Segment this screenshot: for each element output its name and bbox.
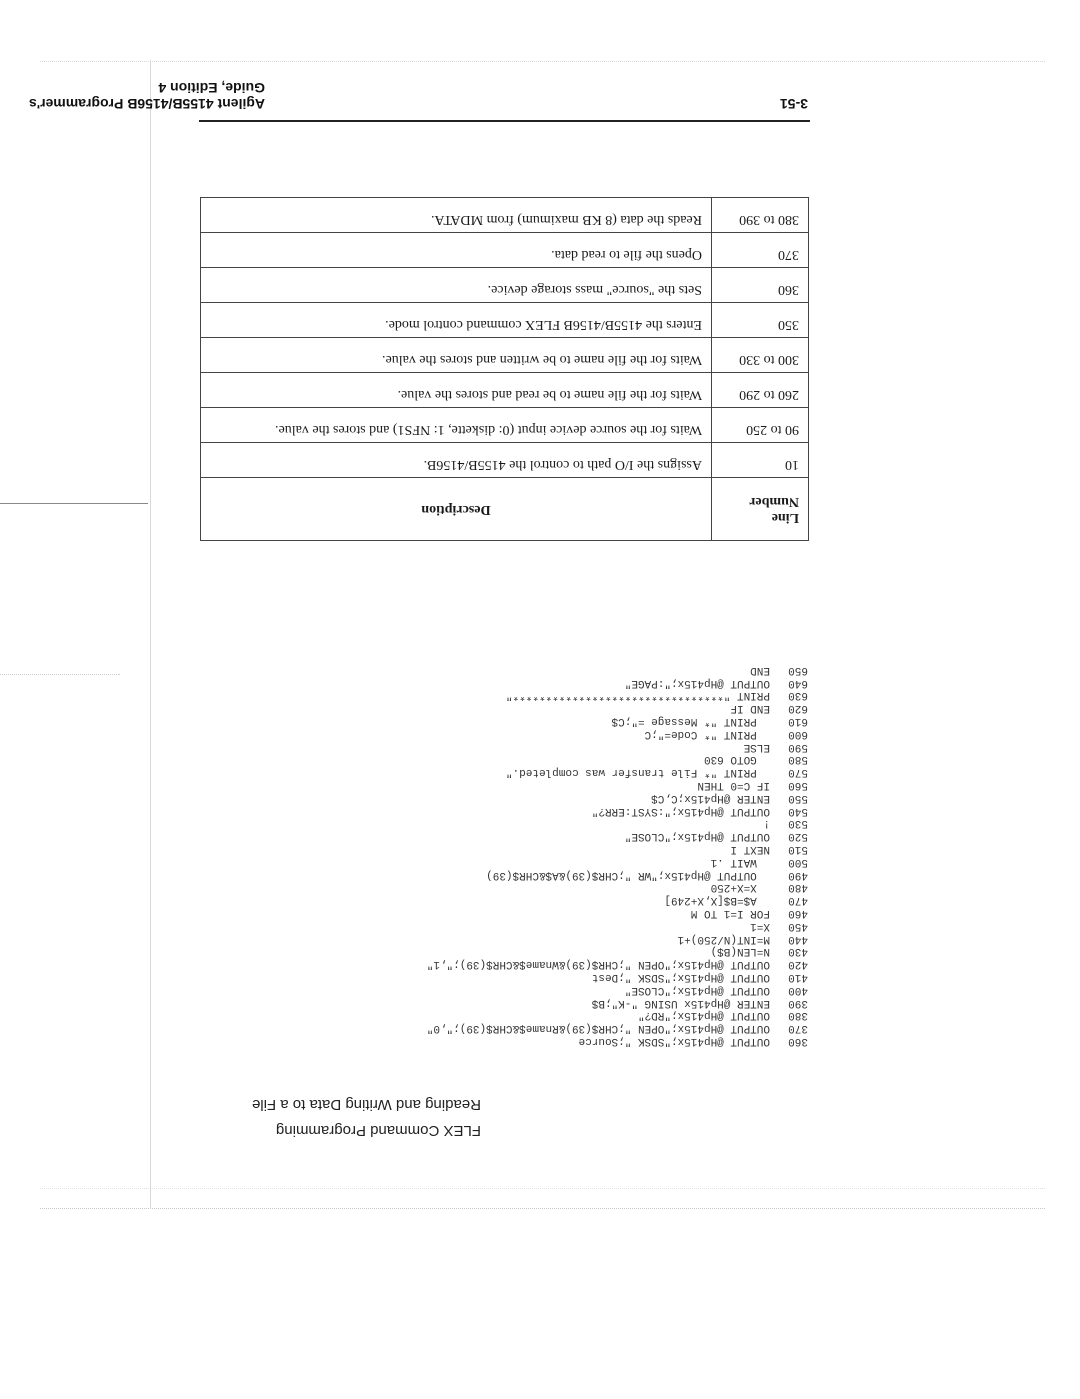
scan-edge xyxy=(40,1208,1045,1209)
line-number-cell: 380 to 390 xyxy=(712,198,809,233)
code-line xyxy=(427,765,808,778)
line-number-cell: 360 xyxy=(712,268,809,303)
code-line-number: 390 xyxy=(788,996,808,1009)
code-line-text: X=1 xyxy=(750,919,770,932)
code-line-number: 570 xyxy=(788,766,808,779)
code-line-text: GOTO 630 xyxy=(703,753,770,766)
code-line xyxy=(427,778,808,791)
code-line xyxy=(427,753,808,766)
line-number-cell: 370 xyxy=(712,233,809,268)
line-description-table xyxy=(200,197,809,541)
description-cell: Enters the 4155B/4156B FLEX command control mode. xyxy=(201,303,712,338)
page-number: 3-51 xyxy=(779,96,808,112)
code-line-text: END IF xyxy=(730,702,770,715)
code-line xyxy=(427,970,808,983)
code-line-text: M=INT(N/250)+1 xyxy=(677,932,770,945)
code-line-text: OUTPUT @Hp415x;"CLOSE" xyxy=(624,830,770,843)
code-line-text: ENTER @Hp415x USING "-K";B$ xyxy=(591,996,770,1009)
table-row xyxy=(201,373,809,408)
code-line-text: END xyxy=(750,663,770,676)
margin-mark xyxy=(0,674,120,675)
code-line-number: 600 xyxy=(788,727,808,740)
code-line-text: PRINT "* Code=";C xyxy=(644,727,770,740)
code-line-text: OUTPUT @Hp415x;"CLOSE" xyxy=(624,983,770,996)
code-line-text: ENTER @Hp415x;C,C$ xyxy=(651,791,770,804)
code-line-number: 510 xyxy=(788,843,808,856)
code-line xyxy=(427,663,808,676)
code-line-text: FOR I=1 TO M xyxy=(690,907,770,920)
code-line xyxy=(427,906,808,919)
line-number-cell: 350 xyxy=(712,303,809,338)
code-line xyxy=(427,945,808,958)
code-line xyxy=(427,714,808,727)
code-line-text: OUTPUT @Hp415x;"WR ";CHR$(39)&A$&CHR$(39) xyxy=(486,868,770,881)
table-row xyxy=(201,443,809,478)
table-row xyxy=(201,198,809,233)
scan-edge xyxy=(40,61,1045,62)
code-line xyxy=(427,804,808,817)
scan-edge xyxy=(40,1188,1045,1189)
code-line xyxy=(427,1009,808,1022)
code-line-number: 420 xyxy=(788,958,808,971)
section-title-line1: FLEX Command Programming xyxy=(275,1122,481,1139)
code-line xyxy=(427,1021,808,1034)
code-listing xyxy=(427,663,808,1047)
code-line-number: 450 xyxy=(788,919,808,932)
code-line xyxy=(427,932,808,945)
description-cell: Assigns the I/O path to control the 4155B/4156B. xyxy=(201,443,712,478)
code-line-text: NEXT I xyxy=(730,843,770,856)
code-line xyxy=(427,868,808,881)
description-cell: Waits for the source device input (0: diskette, 1: NFS1) and stores the value. xyxy=(201,408,712,443)
description-cell: Sets the "source" mass storage device. xyxy=(201,268,712,303)
code-line-number: 630 xyxy=(788,689,808,702)
table-body xyxy=(201,198,809,478)
table-header-row xyxy=(201,478,809,541)
table-row xyxy=(201,233,809,268)
line-number-cell: 300 to 330 xyxy=(712,338,809,373)
section-title xyxy=(252,1091,481,1143)
code-line-number: 470 xyxy=(788,894,808,907)
code-line xyxy=(427,842,808,855)
code-line-text: OUTPUT @Hp415x;"OPEN ";CHR$(39)&Wname$&CHR$(39);",1" xyxy=(426,958,770,971)
code-line-text: IF C=0 THEN xyxy=(697,779,770,792)
code-line-number: 480 xyxy=(788,881,808,894)
code-line-text: WAIT .1 xyxy=(710,855,770,868)
code-line xyxy=(427,740,808,753)
line-number-cell: 90 to 250 xyxy=(712,408,809,443)
scan-edge xyxy=(150,60,151,1209)
code-line xyxy=(427,983,808,996)
code-line-number: 650 xyxy=(788,663,808,676)
code-line-text: X=X+250 xyxy=(710,881,770,894)
code-line-number: 620 xyxy=(788,702,808,715)
code-line-number: 500 xyxy=(788,855,808,868)
description-cell: Opens the file to read data. xyxy=(201,233,712,268)
code-line-text: OUTPUT @Hp415x;":SYST:ERR?" xyxy=(591,804,770,817)
code-line-number: 530 xyxy=(788,817,808,830)
description-cell: Waits for the file name to be read and stores the value. xyxy=(201,373,712,408)
margin-mark xyxy=(0,503,148,504)
header-line-number: Line Number xyxy=(712,478,809,541)
code-line-number: 560 xyxy=(788,779,808,792)
code-line-text: N=LEN(B$) xyxy=(710,945,770,958)
description-cell: Reads the data (8 KB maximum) from MDATA. xyxy=(201,198,712,233)
table-row xyxy=(201,303,809,338)
code-line xyxy=(427,829,808,842)
table-row xyxy=(201,338,809,373)
table-row xyxy=(201,408,809,443)
code-line xyxy=(427,919,808,932)
code-line-number: 580 xyxy=(788,753,808,766)
code-line-number: 440 xyxy=(788,932,808,945)
code-line xyxy=(427,689,808,702)
code-line-number: 640 xyxy=(788,676,808,689)
line-number-cell: 10 xyxy=(712,443,809,478)
code-line-number: 590 xyxy=(788,740,808,753)
section-title-line2: Reading and Writing Data to a File xyxy=(251,1096,481,1113)
code-line-text: PRINT "* File transfer was completed." xyxy=(505,766,770,779)
code-line-number: 370 xyxy=(788,1022,808,1035)
code-line-number: 430 xyxy=(788,945,808,958)
line-number-cell: 260 to 290 xyxy=(712,373,809,408)
code-line xyxy=(427,791,808,804)
code-line-number: 610 xyxy=(788,715,808,728)
code-line xyxy=(427,855,808,868)
description-cell: Waits for the file name to be written and stores the value. xyxy=(201,338,712,373)
code-line-number: 460 xyxy=(788,907,808,920)
code-line-number: 410 xyxy=(788,971,808,984)
code-line-text: PRINT "* Message =";C$ xyxy=(611,715,770,728)
code-line-number: 520 xyxy=(788,830,808,843)
code-line xyxy=(427,676,808,689)
code-line xyxy=(427,996,808,1009)
code-line xyxy=(427,701,808,714)
running-footer: Agilent 4155B/4156B Programmer's Guide, Edition 4 xyxy=(29,80,265,112)
code-line-text: OUTPUT @Hp415x;"SDSK ";Dest xyxy=(591,971,770,984)
code-line-text: OUTPUT @Hp415x;"OPEN ";CHR$(39)&Rname$&CHR$(39);",0" xyxy=(426,1022,770,1035)
code-line-text: PRINT "********************************" xyxy=(505,689,770,702)
footer-rule xyxy=(199,120,810,122)
code-line xyxy=(427,817,808,830)
code-line-text: ! xyxy=(763,817,770,830)
code-line-number: 400 xyxy=(788,983,808,996)
code-line-number: 490 xyxy=(788,868,808,881)
code-line xyxy=(427,957,808,970)
code-line xyxy=(427,1034,808,1047)
code-line xyxy=(427,727,808,740)
header-description: Description xyxy=(201,478,712,541)
code-line-text: OUTPUT @Hp415x;"SDSK ";Source xyxy=(578,1035,770,1047)
code-line-text: A$=B$[X,X+249] xyxy=(664,894,770,907)
code-line-number: 550 xyxy=(788,791,808,804)
code-line-text: OUTPUT @Hp415x;":PAGE" xyxy=(624,676,770,689)
code-line-number: 380 xyxy=(788,1009,808,1022)
code-line-number: 360 xyxy=(788,1035,808,1047)
code-line xyxy=(427,881,808,894)
code-line xyxy=(427,893,808,906)
table-row xyxy=(201,268,809,303)
code-line-number: 540 xyxy=(788,804,808,817)
code-line-text: OUTPUT @Hp415x;"RD?" xyxy=(637,1009,770,1022)
code-line-text: ELSE xyxy=(743,740,770,753)
